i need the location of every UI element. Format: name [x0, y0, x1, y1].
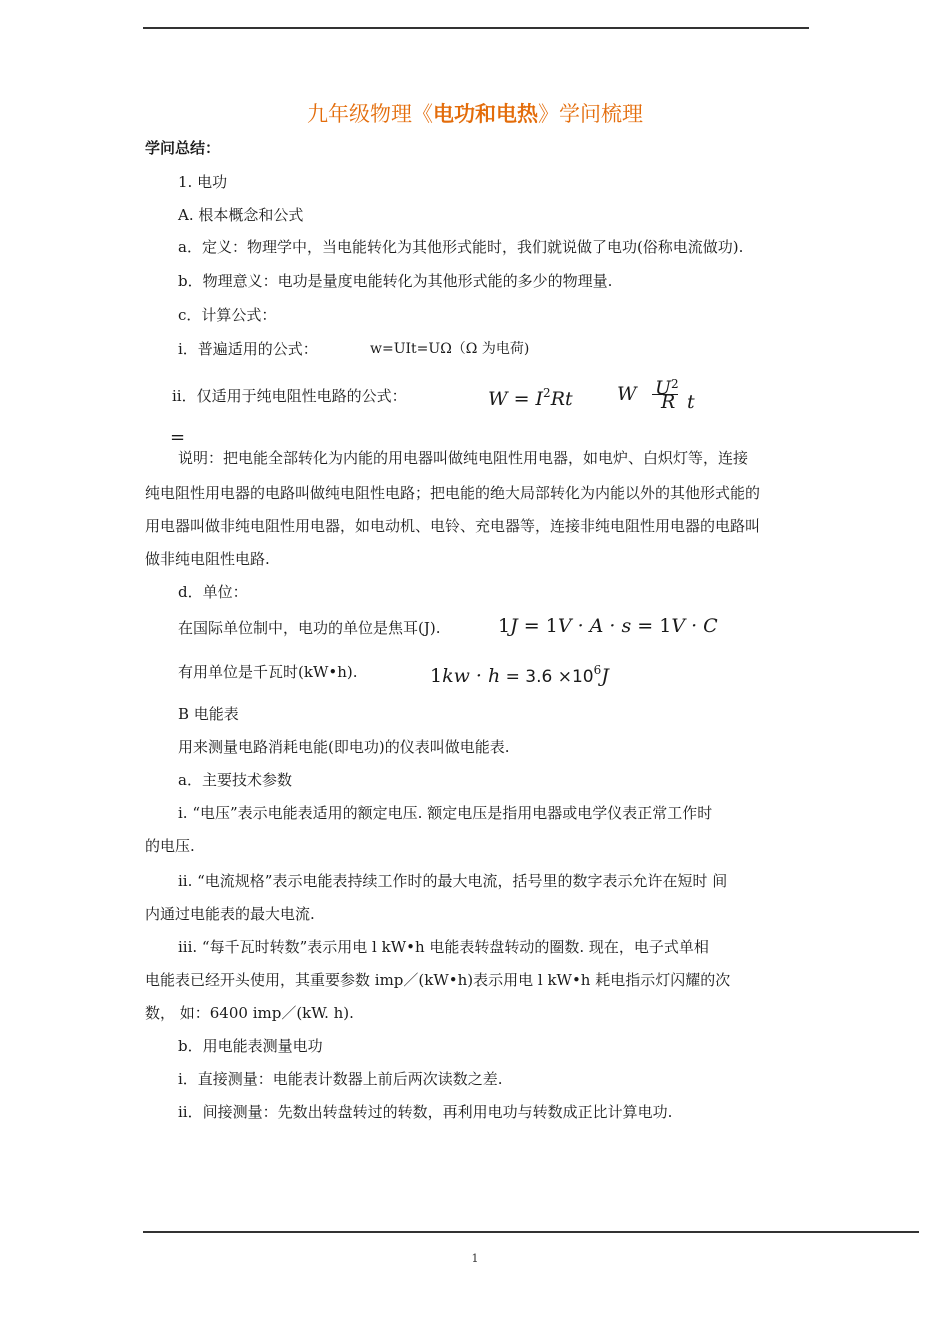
energy-meter-definition: 用来测量电路消耗电能(即电功)的仪表叫做电能表. — [178, 738, 510, 756]
item-definition: a．定义：物理学中，当电能转化为其他形式能时，我们就说做了电功(俗称电流做功). — [178, 238, 744, 256]
kwh-eq-exponent: 6 — [593, 663, 602, 677]
joule-eq-equals-2: = 1 — [631, 615, 672, 637]
document-title — [0, 100, 950, 128]
explanation-line-1: 说明：把电能全部转化为内能的用电器叫做纯电阻性用电器，如电炉、白炽灯等，连接 — [178, 449, 749, 467]
formula-w-i2rt — [488, 381, 573, 411]
joule-eq-j: J — [510, 615, 518, 637]
stray-equals-sign: = — [170, 427, 186, 448]
item-general-formula-label: i．普遍适用的公式： — [178, 340, 318, 358]
title-part-1: 九年级物理《 — [307, 102, 433, 126]
explanation-line-3: 用电器叫做非纯电阻性用电器，如电动机、电铃、充电器等，连接非纯电阻性用电器的电路叫 — [145, 517, 761, 535]
title-part-2: 电功和电热 — [433, 102, 538, 126]
param-voltage-line-2: 的电压. — [145, 837, 195, 855]
param-voltage-line-1: i. “电压”表示电能表适用的额定电压. 额定电压是指用电器或电学仪表正常工作时 — [178, 804, 713, 822]
item-energy-meter: B 电能表 — [178, 705, 239, 723]
section-heading: 学问总结： — [145, 139, 221, 157]
item-measure-work: b．用电能表测量电功 — [178, 1037, 323, 1055]
item-physical-meaning: b．物理意义：电功是量度电能转化为其他形式能的多少的物理量. — [178, 272, 613, 290]
footer-rule — [143, 1231, 919, 1233]
item-electric-work: 1. 电功 — [178, 173, 228, 191]
formula-w-u2rt-w: W — [617, 383, 637, 405]
joule-eq-1: 1 — [498, 615, 511, 637]
formula-w-i2rt-right: Rt — [550, 388, 573, 410]
item-formula-heading: c．计算公式： — [178, 306, 277, 324]
joule-eq-vc: V · C — [671, 615, 718, 637]
explanation-line-2: 纯电阻性用电器的电路叫做纯电阻性电路；把电能的绝大局部转化为内能以外的其他形式能的 — [145, 484, 761, 502]
formula-w-i2rt-exponent: 2 — [543, 386, 551, 400]
formula-u-symbol: U — [655, 377, 672, 399]
item-technical-parameters: a．主要技术参数 — [178, 771, 292, 789]
item-indirect-measurement: ii．间接测量：先数出转盘转过的转数，再利用电功与转数成正比计算电功. — [178, 1103, 673, 1121]
param-revolutions-line-2: 电能表已经开头使用，其重要参数 imp／(kW•h)表示用电 l kW•h 耗电指示灯闪耀的次 — [145, 971, 731, 989]
joule-eq-equals-1: = 1 — [517, 615, 558, 637]
item-resistive-formula-label: ii．仅适用于纯电阻性电路的公式： — [172, 387, 407, 405]
param-current-line-1: ii. “电流规格”表示电能表持续工作时的最大电流，括号里的数字表示允许在短时 间 — [178, 872, 728, 890]
kwh-eq-kwh: kw · h — [442, 665, 501, 687]
param-revolutions-line-1: iii. “每千瓦时转数”表示用电 l kW•h 电能表转盘转动的圈数. 现在，电子式单相 — [178, 938, 709, 956]
formula-t-symbol: t — [687, 391, 695, 413]
item-si-unit: 在国际单位制中，电功的单位是焦耳(J). — [178, 619, 441, 637]
item-basic-concepts: A. 根本概念和公式 — [178, 206, 304, 224]
param-revolutions-line-3: 数， 如：6400 imp／(kW. h). — [145, 1004, 354, 1022]
formula-u-exponent: 2 — [671, 377, 679, 391]
formula-w-i2rt-left: W = I — [488, 388, 544, 410]
item-units-heading: d．单位： — [178, 583, 248, 601]
kwh-eq-j: J — [601, 665, 609, 687]
item-practical-unit: 有用单位是千瓦时(kW•h). — [178, 663, 358, 681]
item-direct-measurement: i．直接测量：电能表计数器上前后两次读数之差. — [178, 1070, 503, 1088]
kwh-eq-value: = 3.6 ×10 — [500, 667, 594, 687]
general-formula: w=UIt=UΩ（Ω 为电荷) — [370, 341, 530, 357]
page-number: 1 — [471, 1252, 479, 1265]
formula-r-denominator: R — [661, 391, 676, 413]
param-current-line-2: 内通过电能表的最大电流. — [145, 905, 315, 923]
kwh-eq-1: 1 — [430, 665, 443, 687]
title-part-3: 》学问梳理 — [538, 102, 643, 126]
header-rule — [143, 27, 809, 29]
joule-eq-vas: V · A · s — [557, 615, 632, 637]
explanation-line-4: 做非纯电阻性电路. — [145, 550, 270, 568]
formula-joule-equivalence — [498, 614, 718, 638]
formula-kwh-equivalence — [430, 658, 609, 689]
